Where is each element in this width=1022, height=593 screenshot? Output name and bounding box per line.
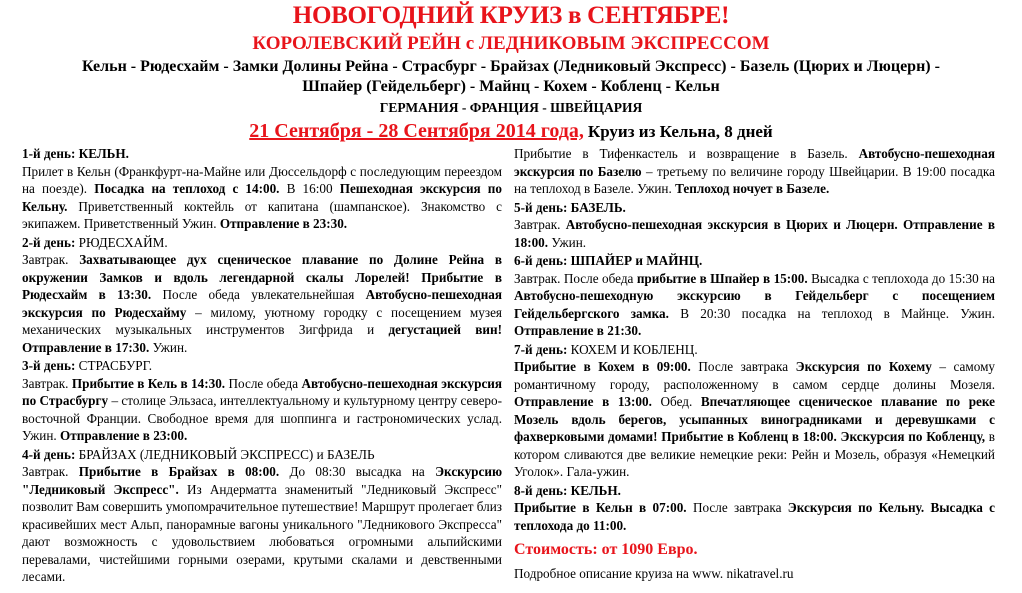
- day-2: 2-й день: РЮДЕСХАЙМ. Завтрак. Захватывающее дух сценическое плавание по Долине Рейна в окружении Замков и вдоль легендарной скалы Лорелей! Прибытие в Рюдесхайм в 13:30. После обеда увлекательнейшая Автобусно-пешеходная экскурсия по Рюдесхайму – милому, уютному городку с посещением музея механических музыкальных инструментов Зигфрида и дегустацией вин! Отправление в 17:30. Ужин.: [22, 234, 503, 355]
- day-3: 3-й день: СТРАСБУРГ. Завтрак. Прибытие в Кель в 14:30. После обеда Автобусно-пешеходная экскурсия по Страсбургу – столице Эльзаса, интеллектуальному и культурному центру северо-восточной Франции. Свободное время для шоппинга и гастрономических услад. Ужин. Отправление в 23:00.: [22, 358, 503, 443]
- day-heading: 8-й день: КЕЛЬН.: [514, 482, 621, 498]
- countries-line: ГЕРМАНИЯ - ФРАНЦИЯ - ШВЕЙЦАРИЯ: [379, 100, 643, 115]
- itinerary-right-column: [514, 145, 995, 583]
- price-label: Стоимость: от 1090 Евро.: [514, 541, 698, 558]
- day-7: 7-й день: КОХЕМ И КОБЛЕНЦ. Прибытие в Кохем в 09:00. После завтрака Экскурсия по Кохему – самому романтичному городу, расположенному в самом сердце долины Мозеля. Отправление в 13:00. Обед. Впечатляющее сценическое плавание по реке Мозель вдоль берегов, усыпанных виноградниками и деревушками с фахверковыми домами! Прибытие в Кобленц в 18:00. Экскурсия по Кобленцу, в котором сливаются две великие немецкие реки: Рейн и Мозель, образуя «Немецкий Уголок». Гала-ужин.: [514, 341, 996, 479]
- day-8: 8-й день: КЕЛЬН. Прибытие в Кельн в 07:00. После завтрака Экскурсия по Кельну. Высадка с теплохода до 11:00.: [514, 482, 996, 533]
- route-line-1: Кельн - Рюдесхайм - Замки Долины Рейна - Страсбург - Брайзах (Ледниковый Экспресс) - Базель (Цюрих и Люцерн) -: [82, 58, 940, 75]
- day-heading: 6-й день: ШПАЙЕР и МАЙНЦ.: [514, 253, 703, 268]
- itinerary-left-column: [22, 145, 502, 587]
- day-4: 4-й день: БРАЙЗАХ (ЛЕДНИКОВЫЙ ЭКСПРЕСС) и БАЗЕЛЬ Завтрак. Прибытие в Брайзах в 08:00. До 08:30 высадка на Экскурсию "Ледниковый Экспресс". Из Андерматта знаменитый "Ледниковый Экспресс" позволит Вам совершить умопомрачительное путешествие! Маршрут пролегает близ красивейших мест Альп, панорамные вагоны уникального "Ледникового Экспресса" дают возможность с удовольствием любоваться огромными альпийскими перевалами, чистейшими горными озерами, крутыми скалами и девственными лесами.: [22, 446, 503, 584]
- day-heading: 5-й день: БАЗЕЛЬ.: [514, 199, 626, 215]
- cruise-info: Круиз из Кельна, 8 дней: [587, 122, 773, 141]
- footer-link-text: Подробное описание круиза на www. nikatravel.ru: [514, 566, 794, 581]
- page-title: НОВОГОДНИЙ КРУИЗ в СЕНТЯБРЕ!: [292, 2, 730, 29]
- day-heading: 1-й день: КЕЛЬН.: [22, 146, 129, 161]
- day-heading: 2-й день: РЮДЕСХАЙМ.: [22, 234, 168, 250]
- cruise-dates: 21 Сентября - 28 Сентября 2014 года,: [249, 120, 584, 142]
- day-heading: 3-й день: СТРАСБУРГ.: [22, 358, 153, 373]
- route-line: [0, 57, 1022, 97]
- route-line-2: Шпайер (Гейдельберг) - Майнц - Кохем - Кобленц - Кельн: [302, 78, 720, 95]
- dates-line: [0, 118, 1022, 146]
- day-6: 6-й день: ШПАЙЕР и МАЙНЦ. Завтрак. После обеда прибытие в Шпайер в 15:00. Высадка с теплохода до 15:30 на Автобусно-пешеходную экскурсию в Гейдельберг с посещением Гейдельбергского замка. В 20:30 посадка на теплоход в Майнце. Ужин. Отправление в 21:30.: [514, 253, 996, 338]
- day-1: 1-й день: КЕЛЬН. Прилет в Кельн (Франкфурт-на-Майне или Дюссельдорф с последующим переездом на поезде). Посадка на теплоход с 14:00. В 16:00 Пешеходная экскурсия по Кельну. Приветственный коктейль от капитана (шампанское). Знакомство с экипажем. Приветственный Ужин. Отправление в 23:30.: [22, 146, 502, 231]
- day-4-continued: Прибытие в Тифенкастель и возвращение в Базель. Автобусно-пешеходная экскурсия по Базелю – третьему по величине городу Швейцарии. В 19:00 посадка на теплоход в Базеле. Ужин. Теплоход ночует в Базеле.: [514, 146, 995, 196]
- day-5: 5-й день: БАЗЕЛЬ. Завтрак. Автобусно-пешеходная экскурсия в Цюрих и Люцерн. Отправление в 18:00. Ужин.: [514, 199, 996, 250]
- day-heading: 4-й день: БРАЙЗАХ (ЛЕДНИКОВЫЙ ЭКСПРЕСС) и БАЗЕЛЬ: [22, 446, 375, 462]
- page-subtitle: КОРОЛЕВСКИЙ РЕЙН с ЛЕДНИКОВЫМ ЭКСПРЕССОМ: [252, 33, 770, 54]
- day-heading: 7-й день: КОХЕМ И КОБЛЕНЦ.: [514, 341, 698, 357]
